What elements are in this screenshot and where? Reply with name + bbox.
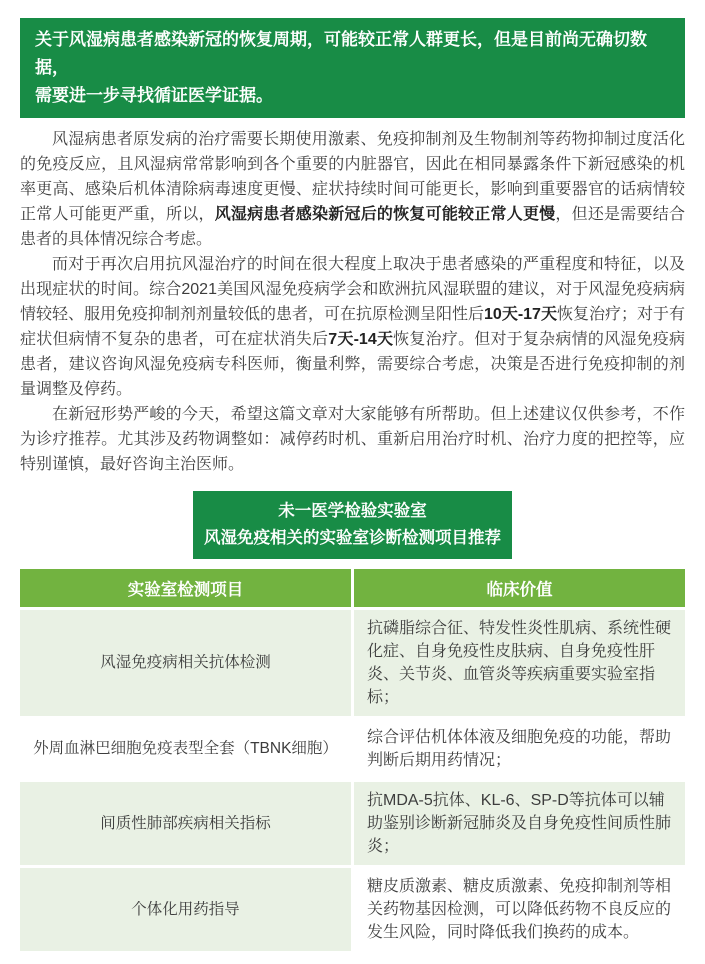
clinical-value-cell: 糖皮质激素、糖皮质激素、免疫抑制剂等相关药物基因检测，可以降低药物不良反应的发生风险，同时降低我们换药的成本。	[354, 868, 685, 951]
header-banner	[20, 18, 685, 118]
page-root	[0, 18, 705, 964]
clinical-value-cell: 抗磷脂综合征、特发性炎性肌病、系统性硬化症、自身免疫性皮肤病、自身免疫性肝炎、关节炎、血管炎等疾病重要实验室指标；	[354, 610, 685, 716]
table-header-row	[20, 569, 685, 607]
test-item-cell: 外周血淋巴细胞免疫表型全套（TBNK细胞）	[20, 719, 351, 779]
banner-line-1: 关于风湿病患者感染新冠的恢复周期，可能较正常人群更长，但是目前尚无确切数据，	[35, 30, 647, 77]
paragraph-2: 而对于再次启用抗风湿治疗的时间在很大程度上取决于患者感染的严重程度和特征，以及出现症状的时间。综合2021美国风湿免疫病学会和欧洲抗风湿联盟的建议，对于风湿免疫病病情较轻、服用免疫抑制剂剂量较低的患者，可在抗原检测呈阳性后10天-17天恢复治疗；对于有症状但病情不复杂的患者，可在症状消失后7天-14天恢复治疗。但对于复杂病情的风湿免疫病患者，建议咨询风湿免疫病专科医师，衡量利弊，需要综合考虑，决策是否进行免疫抑制的剂量调整及停药。	[20, 256, 685, 398]
table-title-line-2: 风湿免疫相关的实验室诊断检测项目推荐	[204, 529, 501, 547]
clinical-value-cell: 抗MDA-5抗体、KL-6、SP-D等抗体可以辅助鉴别诊断新冠肺炎及自身免疫性间质性肺炎；	[354, 782, 685, 865]
test-item-cell: 风湿免疫病相关抗体检测	[20, 610, 351, 716]
table-row	[20, 610, 685, 716]
clinical-value-cell: 综合评估机体体液及细胞免疫的功能，帮助判断后期用药情况；	[354, 719, 685, 779]
table-title-line-1: 未一医学检验实验室	[278, 502, 427, 520]
banner-line-2: 需要进一步寻找循证医学证据。	[35, 86, 273, 105]
table-row	[20, 782, 685, 865]
lab-test-table	[17, 566, 688, 954]
table-row	[20, 719, 685, 779]
table-row	[20, 868, 685, 951]
test-item-cell: 间质性肺部疾病相关指标	[20, 782, 351, 865]
paragraph-3: 在新冠形势严峻的今天，希望这篇文章对大家能够有所帮助。但上述建议仅供参考，不作为诊疗推荐。尤其涉及药物调整如：减停药时机、重新启用治疗时机、治疗力度的把控等，应特别谨慎，最好咨询主治医师。	[20, 406, 685, 473]
article-body	[20, 127, 685, 477]
paragraph-1: 风湿病患者原发病的治疗需要长期使用激素、免疫抑制剂及生物制剂等药物抑制过度活化的免疫反应，且风湿病常常影响到各个重要的内脏器官，因此在相同暴露条件下新冠感染的机率更高、感染后机体清除病毒速度更慢、症状持续时间可能更长，影响到重要器官的话病情较正常人可能更严重，所以，风湿病患者感染新冠后的恢复可能较正常人更慢，但还是需要结合患者的具体情况综合考虑。	[20, 131, 685, 248]
table-title-box	[193, 491, 512, 559]
column-header-test-item: 实验室检测项目	[20, 569, 351, 607]
column-header-clinical-value: 临床价值	[354, 569, 685, 607]
test-item-cell: 个体化用药指导	[20, 868, 351, 951]
